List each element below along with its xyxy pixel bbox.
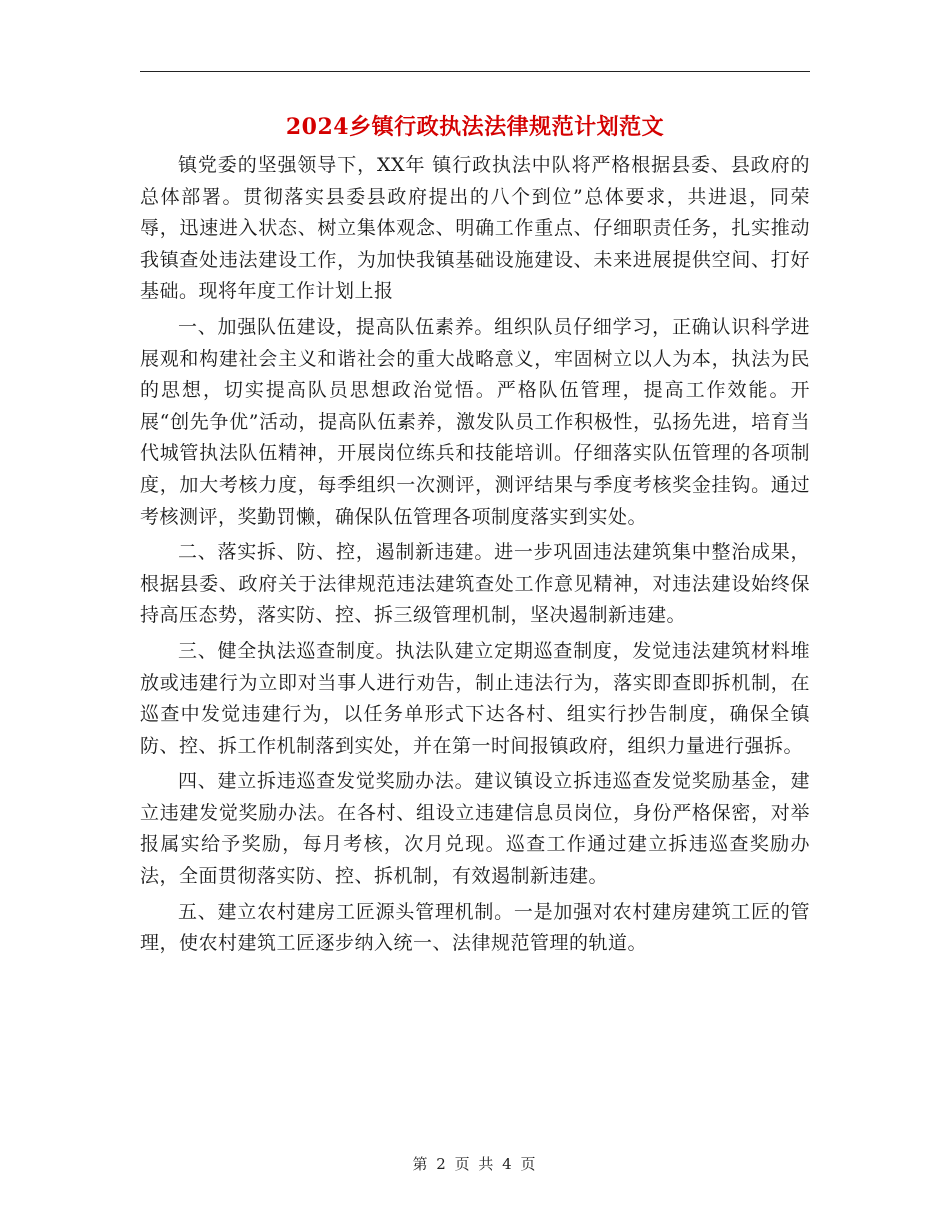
- paragraph-intro: 镇党委的坚强领导下，XX年 镇行政执法中队将严格根据县委、县政府的总体部署。贯彻落实县委县政府提出的八个到位”总体要求，共进退，同荣辱，迅速进入状态、树立集体观念、明确工作重点、仔细职责任务，扎实推动我镇查处违法建设工作，为加快我镇基础设施建设、未来进展提供空间、打好基础。现将年度工作计划上报: [140, 154, 810, 303]
- paragraph-section-1: 一、加强队伍建设，提高队伍素养。组织队员仔细学习，正确认识科学进展观和构建社会主义和谐社会的重大战略意义，牢固树立以人为本，执法为民的思想，切实提高队员思想政治觉悟。严格队伍管理，提高工作效能。开展“创先争优”活动，提高队伍素养，激发队员工作积极性，弘扬先进，培育当代城管执法队伍精神，开展岗位练兵和技能培训。仔细落实队伍管理的各项制度，加大考核力度，每季组织一次测评，测评结果与季度考核奖金挂钩。通过考核测评，奖勤罚懒，确保队伍管理各项制度落实到实处。: [140, 315, 810, 528]
- document-title: 2024乡镇行政执法法律规范计划范文: [285, 114, 665, 140]
- document-body: [140, 150, 810, 964]
- header-rule: [140, 71, 810, 72]
- paragraph-section-5: 五、建立农村建房工匠源头管理机制。一是加强对农村建房建筑工匠的管理，使农村建筑工匠逐步纳入统一、法律规范管理的轨道。: [140, 900, 810, 955]
- paragraph-section-2: 二、落实拆、防、控，遏制新违建。进一步巩固违法建筑集中整治成果，根据县委、政府关于法律规范违法建筑查处工作意见精神，对违法建设始终保持高压态势，落实防、控、拆三级管理机制，坚决遏制新违建。: [140, 541, 810, 627]
- paragraph-section-4: 四、建立拆违巡查发觉奖励办法。建议镇设立拆违巡查发觉奖励基金，建立违建发觉奖励办法。在各村、组设立违建信息员岗位，身份严格保密，对举报属实给予奖励，每月考核，次月兑现。巡查工作通过建立拆违巡查奖励办法，全面贯彻落实防、控、拆机制，有效遏制新违建。: [140, 770, 810, 888]
- page-number: 第 2 页 共 4 页: [412, 1155, 538, 1173]
- paragraph-section-3: 三、健全执法巡查制度。执法队建立定期巡查制度，发觉违法建筑材料堆放或违建行为立即对当事人进行劝告，制止违法行为，落实即查即拆机制，在巡查中发觉违建行为，以任务单形式下达各村、组实行抄告制度，确保全镇防、控、拆工作机制落到实处，并在第一时间报镇政府，组织力量进行强拆。: [140, 639, 810, 757]
